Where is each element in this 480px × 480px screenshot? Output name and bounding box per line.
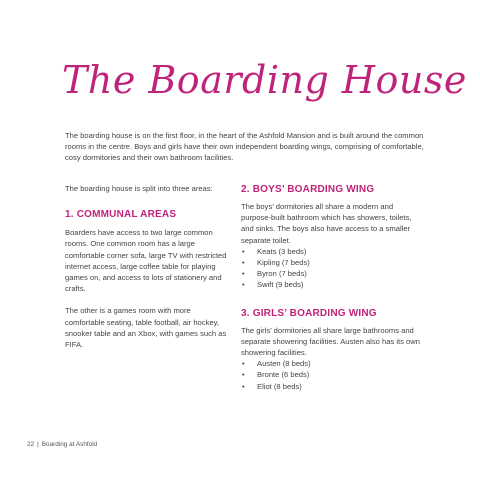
boys-wing-paragraph: The boys’ dormitories all share a modern and purpose-built bathroom which has showers, toilets, and sinks. The boys also have access to a smaller separate toilet. [241, 202, 412, 245]
footer-separator: | [37, 441, 39, 448]
split-text: The boarding house is split into three areas: [65, 184, 213, 193]
boys-wing-heading: 2. BOYS’ BOARDING WING [241, 184, 375, 195]
girls-wing-heading: 3. GIRLS’ BOARDING WING [241, 307, 377, 319]
right-column [241, 183, 421, 392]
boys-dorm-list [241, 246, 421, 291]
left-column [65, 183, 230, 350]
communal-areas-paragraph-2: The other is a games room with more comfortable seating, table football, air hockey, snooker table and an Xbox, with games such as FIFA. [65, 306, 227, 350]
list-item: • Eliot (8 beds) [241, 381, 421, 392]
list-item: • Kipling (7 beds) [241, 257, 421, 268]
communal-areas-paragraph-1: Boarders have access to two large common rooms. One common room has a large comfortable corner sofa, large TV with restricted internet access, large coffee table for playing games on, and access to lots of stationery and crafts. [65, 228, 227, 294]
list-item: • Keats (3 beds) [241, 246, 421, 257]
list-item: • Swift (9 beds) [241, 279, 421, 290]
list-item: • Byron (7 beds) [241, 268, 421, 279]
list-item: • Bronte (6 beds) [241, 369, 421, 380]
footer-label: Boarding at Ashfold [41, 441, 98, 448]
page-title: The Boarding House [62, 58, 467, 102]
intro-paragraph: The boarding house is on the first floor, in the heart of the Ashfold Mansion and is built around the common rooms in the centre. Boys and girls have their own independent boarding wings, comprising of comfortable, cosy dormitories and their own bathroom facilities. [65, 131, 424, 163]
page-footer [27, 440, 97, 449]
girls-dorm-list [241, 358, 421, 392]
list-item: • Austen (8 beds) [241, 358, 421, 369]
page-number: 22 [27, 441, 35, 448]
communal-areas-heading: 1. COMMUNAL AREAS [65, 209, 177, 221]
girls-wing-paragraph: The girls’ dormitories all share large bathrooms and separate showering facilities. Austen also has its own showering facilities. [241, 325, 420, 358]
